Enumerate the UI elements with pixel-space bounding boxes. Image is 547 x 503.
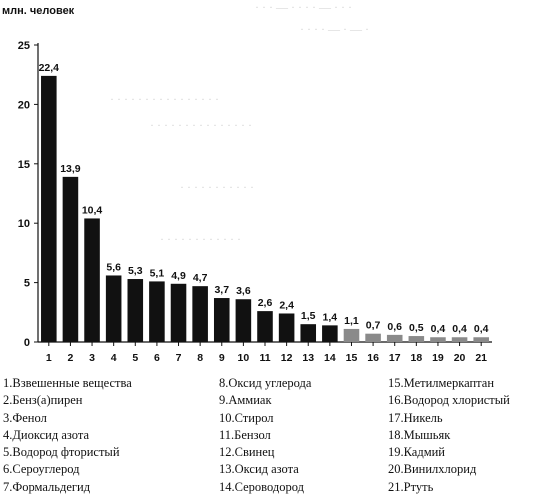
data-label: 2,4: [279, 299, 294, 312]
legend-item: 15.Метилмеркаптан: [388, 376, 495, 390]
legend-column-2: [219, 375, 311, 496]
data-label: 1,5: [300, 310, 316, 323]
legend-item: 7.Формальдегид: [3, 479, 91, 494]
bar: [171, 284, 187, 342]
legend-item: 16.Водород хлористый: [388, 393, 510, 408]
x-tick-label: 1: [45, 352, 52, 364]
legend-item: 5.Водород фтористый: [3, 445, 120, 460]
x-tick-label: 7: [175, 352, 182, 364]
data-label: 22,4: [38, 61, 60, 74]
x-tick-label: 15: [345, 352, 358, 364]
x-tick-label: 9: [218, 352, 225, 364]
bar: [84, 218, 100, 342]
legend-item: 14.Сероводород: [219, 479, 304, 494]
x-tick-label: 2: [67, 352, 74, 364]
y-tick-label: 20: [17, 99, 30, 112]
data-label: 10,4: [81, 204, 103, 217]
bar: [192, 286, 208, 342]
data-label: 0,4: [473, 323, 489, 336]
x-tick-label: 19: [432, 352, 444, 364]
legend-item: 3.Фенол: [3, 410, 47, 425]
bar: [41, 76, 57, 342]
legend-item: 1.Взвешенные вещества: [3, 376, 132, 390]
bar: [409, 336, 425, 342]
bar: [214, 298, 230, 342]
y-axis-label: млн. человек: [2, 5, 75, 17]
bleed-through-text: · · · · · · · · · · · · · · · ·: [110, 92, 219, 106]
data-label: 3,7: [214, 284, 230, 297]
x-tick-label: 16: [367, 352, 379, 364]
bleed-through-text: · · · · · · · · · · ·: [180, 180, 254, 194]
bleed-through-text: · · · — · · · · — · · ·: [255, 0, 352, 14]
data-label: 0,4: [430, 323, 446, 336]
data-label: 4,9: [171, 269, 186, 282]
y-tick-label: 25: [17, 40, 30, 52]
y-tick-label: 5: [23, 277, 30, 290]
data-label: 5,6: [106, 261, 121, 274]
y-tick-label: 15: [17, 158, 30, 171]
bar: [430, 337, 446, 342]
legend-item: 18.Мышьяк: [388, 427, 451, 442]
legend-item: 13.Оксид азота: [219, 462, 299, 477]
bar: [279, 313, 295, 342]
legend-item: 17.Никель: [388, 410, 443, 425]
x-tick-label: 18: [410, 352, 423, 364]
data-label: 3,6: [236, 285, 251, 298]
bleed-through-text: · · · · — · — ·: [300, 22, 369, 36]
data-label: 0,5: [409, 322, 424, 335]
legend-column-3: [388, 375, 510, 496]
bar: [300, 324, 316, 342]
legend-item: 9.Аммиак: [219, 393, 272, 408]
bar: [452, 337, 468, 342]
bar: [63, 177, 79, 342]
legend-item: 6.Сероуглерод: [3, 462, 80, 477]
x-tick-label: 11: [259, 352, 271, 364]
x-tick-label: 4: [110, 352, 117, 364]
data-label: 1,1: [344, 314, 359, 327]
bar: [128, 279, 144, 342]
bar: [106, 275, 122, 342]
x-tick-label: 13: [302, 352, 315, 364]
data-label: 2,6: [257, 297, 273, 310]
x-tick-label: 5: [132, 352, 139, 364]
data-label: 5,3: [127, 265, 143, 278]
bar: [473, 337, 489, 342]
legend-item: 12.Свинец: [219, 445, 275, 460]
data-label: 0,4: [452, 323, 467, 336]
x-tick-label: 6: [153, 352, 160, 364]
bleed-through-text: · · · · · · · · · · · · · · ·: [150, 118, 252, 132]
legend-item: 2.Бенз(а)пирен: [3, 393, 83, 408]
bar: [257, 311, 273, 342]
x-tick-label: 20: [453, 352, 466, 364]
bar: [149, 281, 165, 342]
x-tick-label: 14: [324, 352, 336, 364]
data-label: 13,9: [60, 162, 81, 175]
x-tick-label: 10: [237, 352, 250, 364]
x-tick-label: 8: [197, 352, 204, 364]
bar: [322, 325, 338, 342]
x-tick-label: 21: [475, 352, 488, 364]
bar: [387, 335, 403, 342]
y-tick-label: 0: [23, 337, 30, 349]
legend-column-1: [3, 375, 132, 496]
legend-item: 4.Диоксид азота: [3, 427, 89, 442]
bar: [236, 299, 252, 342]
legend-item: 10.Стирол: [219, 410, 274, 425]
legend-item: 8.Оксид углерода: [219, 376, 312, 390]
legend-item: 21.Ртуть: [388, 479, 434, 494]
legend-item: 20.Винилхлорид: [388, 462, 477, 477]
data-label: 0,6: [387, 320, 403, 333]
legend-item: 19.Кадмий: [388, 445, 445, 460]
data-label: 1,4: [322, 311, 338, 324]
y-tick-label: 10: [17, 218, 30, 231]
bar: [365, 334, 381, 342]
x-tick-label: 3: [89, 352, 95, 364]
x-tick-label: 17: [388, 352, 401, 364]
data-label: 5,1: [149, 267, 165, 280]
x-tick-label: 12: [280, 352, 293, 364]
bar: [344, 329, 360, 342]
bleed-through-text: · · · · · · · · · · · ·: [160, 232, 241, 246]
legend-item: 11.Бензол: [219, 427, 271, 442]
data-label: 4,7: [192, 272, 208, 285]
data-label: 0,7: [365, 319, 381, 332]
